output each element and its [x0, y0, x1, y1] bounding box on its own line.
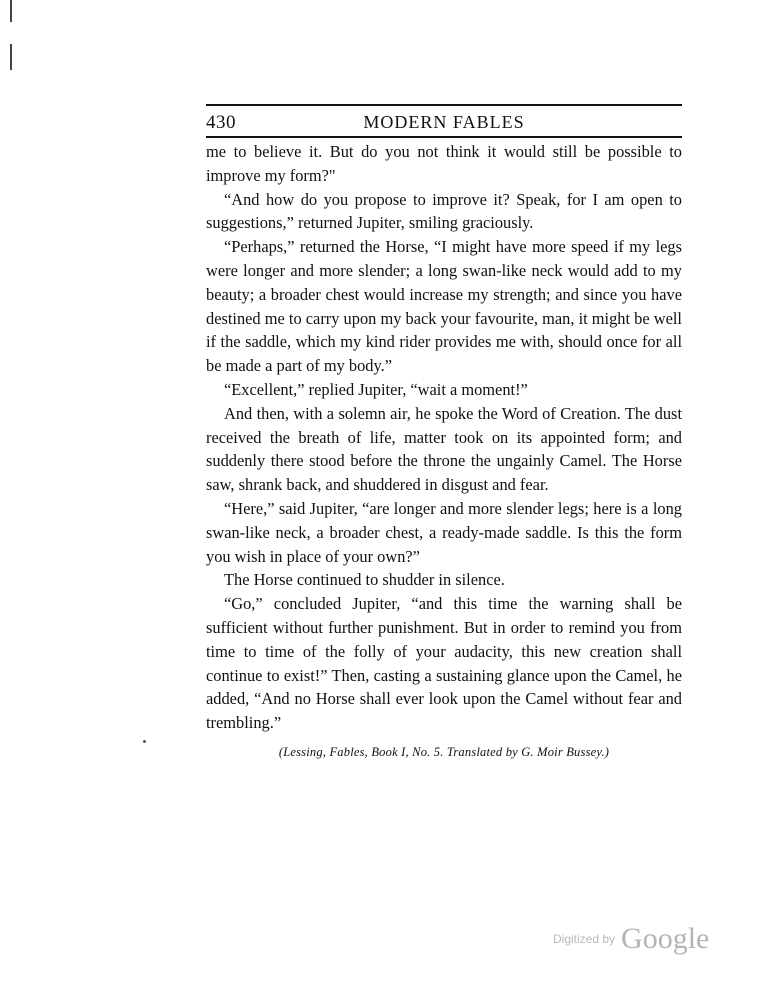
watermark-prefix: Digitized by [553, 932, 616, 946]
book-title: MODERN FABLES [363, 112, 525, 132]
digitization-watermark [553, 922, 709, 956]
watermark-logo: Google [621, 922, 710, 955]
paragraph: The Horse continued to shudder in silence. [224, 570, 505, 590]
fable-text [206, 140, 682, 735]
running-head [206, 104, 682, 138]
scan-speck [143, 740, 146, 743]
source-citation: (Lessing, Fables, Book I, No. 5. Translated by G. Moir Bussey.) [278, 744, 610, 759]
page-number: 430 [206, 112, 236, 133]
paragraph: “Excellent,” replied Jupiter, “wait a moment!” [224, 379, 528, 399]
paragraph: “And how do you propose to improve it? Speak, for I am open to suggestions,” returned Jupiter, smiling graciously. [206, 189, 682, 233]
scan-edge-mark [10, 0, 12, 22]
paragraph: “Go,” concluded Jupiter, “and this time the warning shall be sufficient without further punishment. But in order to remind you from time to time of the folly of your audacity, this new creation shall continue to exist!” Then, casting a sustaining glance upon the Camel, he added, “And no Horse shall ever look upon the Camel without fear and trembling.” [206, 594, 682, 733]
paragraph: “Here,” said Jupiter, “are longer and more slender legs; here is a long swan-like neck, a broader chest, a ready-made saddle. Is this the form you wish in place of your own?” [206, 498, 682, 566]
paragraph: “Perhaps,” returned the Horse, “I might have more speed if my legs were longer and more slender; a long swan-like neck would add to my beauty; a broader chest would increase my strength; and since you have destined me to carry upon my back your favourite, man, it might be well if the saddle, which my kind rider provides me with, should once for all be made a part of my body.” [206, 237, 682, 376]
book-page [206, 104, 682, 760]
scan-edge-mark [10, 44, 12, 70]
paragraph: And then, with a solemn air, he spoke the Word of Creation. The dust received the breath of life, matter took on its appointed form; and suddenly there stood before the throne the ungainly Camel. The Horse saw, shrank back, and shuddered in disgust and fear. [206, 403, 682, 495]
paragraph: me to believe it. But do you not think it would still be possible to improve my form?" [206, 142, 682, 185]
